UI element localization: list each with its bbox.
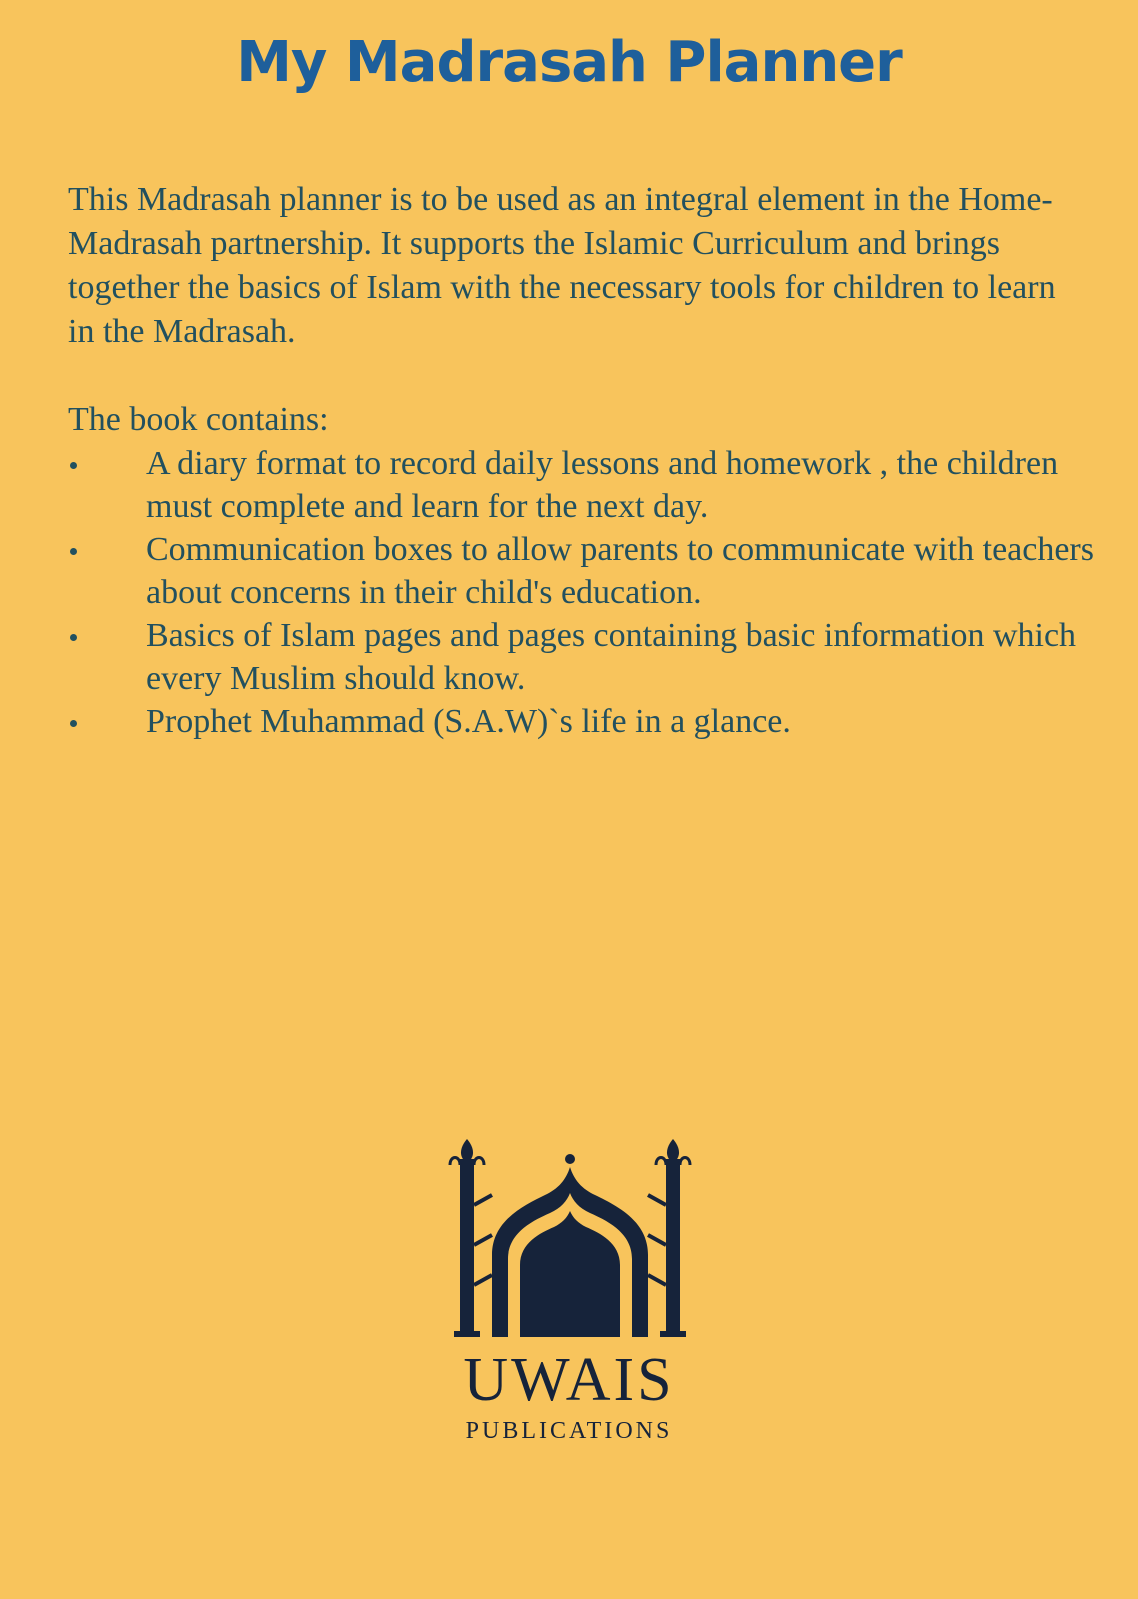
list-item-text: Basics of Islam pages and pages containing basic information which every Muslim should know. bbox=[146, 617, 1077, 697]
bullet-icon bbox=[70, 720, 77, 727]
intro-paragraph: This Madrasah planner is to be used as an integral element in the Home-Madrasah partnership. It supports the Islamic Curriculum and brings together the basics of Islam with the necessary tools for children to learn in the Madrasah. bbox=[68, 181, 1056, 350]
list-item-text: Communication boxes to allow parents to communicate with teachers about concerns in their child's education. bbox=[146, 531, 1094, 611]
list-item-text: Prophet Muhammad (S.A.W)`s life in a glance. bbox=[146, 703, 791, 740]
bullet-icon bbox=[70, 462, 77, 469]
list-item bbox=[68, 614, 1108, 700]
contents-heading: The book contains: bbox=[68, 401, 329, 438]
list-item bbox=[68, 700, 1108, 743]
publisher-name: UWAIS bbox=[463, 1346, 675, 1414]
list-item-text: A diary format to record daily lessons and homework , the children must complete and learn for the next day. bbox=[146, 445, 1059, 525]
contents-list bbox=[68, 442, 1108, 743]
bullet-icon bbox=[70, 634, 77, 641]
page-title: My Madrasah Planner bbox=[236, 30, 902, 95]
bullet-icon bbox=[70, 548, 77, 555]
list-item bbox=[68, 528, 1108, 614]
list-item bbox=[68, 442, 1108, 528]
publisher-subtitle: PUBLICATIONS bbox=[465, 1418, 673, 1444]
